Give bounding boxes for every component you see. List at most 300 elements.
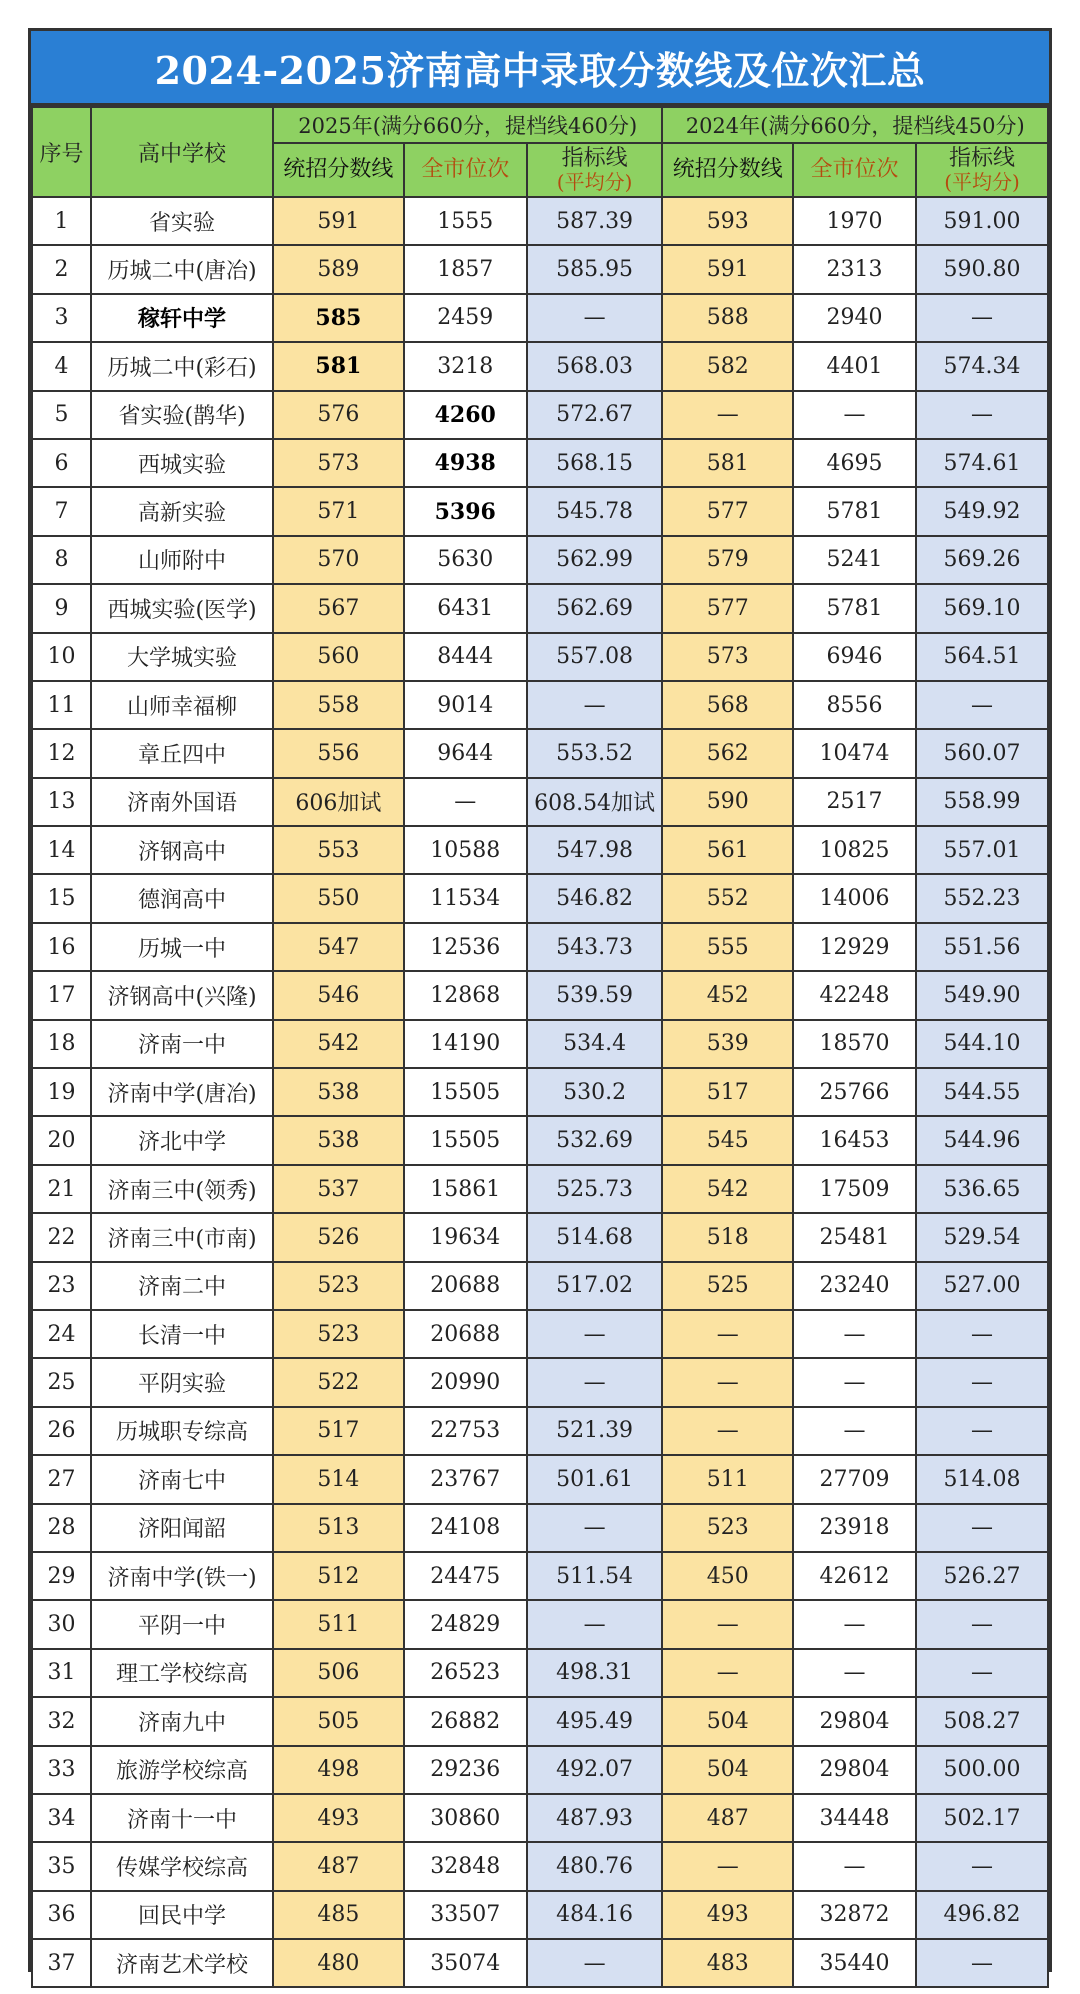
row-line-2024: 544.10 — [916, 1020, 1048, 1068]
row-seq: 12 — [32, 729, 91, 777]
row-rank-2025: 29236 — [404, 1746, 527, 1794]
row-rank-2025: 15505 — [404, 1068, 527, 1116]
row-line-2024: 590.80 — [916, 245, 1048, 293]
row-rank-2025: 32848 — [404, 1842, 527, 1890]
row-rank-2024: 2940 — [793, 294, 916, 342]
row-rank-2024: 32872 — [793, 1891, 916, 1939]
row-rank-2024: 4695 — [793, 439, 916, 487]
row-score-2025: 537 — [273, 1165, 404, 1213]
header-school: 高中学校 — [91, 107, 273, 197]
row-score-2025: 542 — [273, 1020, 404, 1068]
row-school: 回民中学 — [91, 1891, 273, 1939]
table-row — [32, 971, 1048, 1019]
row-rank-2025: 24475 — [404, 1552, 527, 1600]
row-school: 济南中学(唐冶) — [91, 1068, 273, 1116]
row-rank-2024: 42248 — [793, 971, 916, 1019]
row-school: 德润高中 — [91, 874, 273, 922]
row-rank-2024: 14006 — [793, 874, 916, 922]
row-score-2024: — — [662, 1407, 793, 1455]
table-row — [32, 1504, 1048, 1552]
row-seq: 8 — [32, 536, 91, 584]
row-line-2024: — — [916, 1600, 1048, 1648]
table-row — [32, 1842, 1048, 1890]
row-rank-2025: 5396 — [404, 487, 527, 535]
row-score-2024: 450 — [662, 1552, 793, 1600]
table-row — [32, 342, 1048, 390]
row-rank-2025: 12536 — [404, 923, 527, 971]
row-score-2024: — — [662, 1649, 793, 1697]
row-score-2024: 545 — [662, 1116, 793, 1164]
row-seq: 7 — [32, 487, 91, 535]
row-line-2025: 585.95 — [527, 245, 663, 293]
row-score-2024: 568 — [662, 681, 793, 729]
row-rank-2024: — — [793, 1649, 916, 1697]
row-seq: 27 — [32, 1455, 91, 1503]
row-rank-2025: 9644 — [404, 729, 527, 777]
row-score-2025: 523 — [273, 1310, 404, 1358]
table-row — [32, 1116, 1048, 1164]
row-seq: 18 — [32, 1020, 91, 1068]
row-score-2025: 526 — [273, 1213, 404, 1261]
row-line-2025: 557.08 — [527, 633, 663, 681]
row-score-2025: 538 — [273, 1068, 404, 1116]
row-line-2025: — — [527, 1939, 663, 1987]
table-row — [32, 1891, 1048, 1939]
row-line-2025: 572.67 — [527, 391, 663, 439]
row-school: 济南三中(市南) — [91, 1213, 273, 1261]
row-seq: 25 — [32, 1358, 91, 1406]
row-score-2025: 538 — [273, 1116, 404, 1164]
row-line-2025: — — [527, 681, 663, 729]
row-rank-2025: 1857 — [404, 245, 527, 293]
row-line-2025: 514.68 — [527, 1213, 663, 1261]
header-line-2024 — [916, 143, 1048, 197]
score-table — [31, 106, 1049, 1988]
row-rank-2025: 35074 — [404, 1939, 527, 1987]
row-score-2025: 550 — [273, 874, 404, 922]
header-year-2025: 2025年(满分660分，提档线460分) — [273, 107, 662, 143]
row-score-2025: 573 — [273, 439, 404, 487]
row-line-2025: 543.73 — [527, 923, 663, 971]
row-score-2024: 593 — [662, 197, 793, 245]
row-line-2024: 544.96 — [916, 1116, 1048, 1164]
row-seq: 36 — [32, 1891, 91, 1939]
row-line-2024: 514.08 — [916, 1455, 1048, 1503]
row-school: 济南外国语 — [91, 778, 273, 826]
table-row — [32, 874, 1048, 922]
row-rank-2024: — — [793, 1310, 916, 1358]
row-line-2025: 487.93 — [527, 1794, 663, 1842]
row-line-2025: 498.31 — [527, 1649, 663, 1697]
row-score-2025: 493 — [273, 1794, 404, 1842]
row-school: 历城二中(唐冶) — [91, 245, 273, 293]
table-row — [32, 778, 1048, 826]
row-rank-2024: 23240 — [793, 1262, 916, 1310]
header-line-sub: (平均分) — [556, 170, 633, 195]
table-row — [32, 1939, 1048, 1987]
table-row — [32, 487, 1048, 535]
row-line-2025: 568.03 — [527, 342, 663, 390]
row-line-2025: 553.52 — [527, 729, 663, 777]
row-line-2025: — — [527, 1600, 663, 1648]
row-score-2024: — — [662, 391, 793, 439]
row-school: 省实验 — [91, 197, 273, 245]
row-rank-2025: 4260 — [404, 391, 527, 439]
row-score-2025: 571 — [273, 487, 404, 535]
header-year-2024: 2024年(满分660分，提档线450分) — [662, 107, 1048, 143]
row-line-2025: 539.59 — [527, 971, 663, 1019]
row-line-2024: — — [916, 294, 1048, 342]
row-score-2025: 512 — [273, 1552, 404, 1600]
row-line-2025: 530.2 — [527, 1068, 663, 1116]
row-rank-2024: — — [793, 1358, 916, 1406]
row-school: 历城职专综高 — [91, 1407, 273, 1455]
row-score-2024: 577 — [662, 584, 793, 632]
row-rank-2025: 24108 — [404, 1504, 527, 1552]
row-score-2025: 522 — [273, 1358, 404, 1406]
row-line-2024: 544.55 — [916, 1068, 1048, 1116]
row-line-2024: — — [916, 1842, 1048, 1890]
row-line-2025: — — [527, 294, 663, 342]
row-score-2025: 570 — [273, 536, 404, 584]
header-score-2025: 统招分数线 — [273, 143, 404, 197]
row-line-2025: — — [527, 1310, 663, 1358]
row-rank-2025: 15861 — [404, 1165, 527, 1213]
row-school: 济南十一中 — [91, 1794, 273, 1842]
row-score-2024: 504 — [662, 1697, 793, 1745]
row-line-2024: — — [916, 1939, 1048, 1987]
row-seq: 15 — [32, 874, 91, 922]
row-seq: 34 — [32, 1794, 91, 1842]
row-rank-2025: 4938 — [404, 439, 527, 487]
row-school: 传媒学校综高 — [91, 1842, 273, 1890]
row-score-2025: 576 — [273, 391, 404, 439]
row-line-2024: 569.26 — [916, 536, 1048, 584]
row-seq: 22 — [32, 1213, 91, 1261]
row-line-2024: 574.61 — [916, 439, 1048, 487]
row-line-2024: — — [916, 1407, 1048, 1455]
row-rank-2025: 26882 — [404, 1697, 527, 1745]
row-rank-2024: 25766 — [793, 1068, 916, 1116]
table-row — [32, 633, 1048, 681]
row-score-2024: 517 — [662, 1068, 793, 1116]
row-school: 章丘四中 — [91, 729, 273, 777]
table-row — [32, 1697, 1048, 1745]
row-seq: 19 — [32, 1068, 91, 1116]
row-school: 济南一中 — [91, 1020, 273, 1068]
row-rank-2025: 14190 — [404, 1020, 527, 1068]
row-score-2025: 547 — [273, 923, 404, 971]
row-seq: 16 — [32, 923, 91, 971]
row-rank-2025: 2459 — [404, 294, 527, 342]
table-row — [32, 681, 1048, 729]
table-row — [32, 1407, 1048, 1455]
row-score-2024: 577 — [662, 487, 793, 535]
row-line-2024: — — [916, 1504, 1048, 1552]
row-line-2024: 526.27 — [916, 1552, 1048, 1600]
row-score-2024: — — [662, 1842, 793, 1890]
row-line-2024: 569.10 — [916, 584, 1048, 632]
row-score-2024: 552 — [662, 874, 793, 922]
row-seq: 30 — [32, 1600, 91, 1648]
row-rank-2024: 10474 — [793, 729, 916, 777]
row-line-2024: 536.65 — [916, 1165, 1048, 1213]
row-score-2025: 506 — [273, 1649, 404, 1697]
row-rank-2024: 29804 — [793, 1697, 916, 1745]
row-rank-2024: — — [793, 1600, 916, 1648]
table-row — [32, 1600, 1048, 1648]
row-seq: 29 — [32, 1552, 91, 1600]
row-score-2025: 556 — [273, 729, 404, 777]
header-line-main: 指标线 — [949, 145, 1016, 171]
row-score-2024: — — [662, 1358, 793, 1406]
row-score-2024: 487 — [662, 1794, 793, 1842]
row-line-2024: 529.54 — [916, 1213, 1048, 1261]
row-line-2025: 501.61 — [527, 1455, 663, 1503]
row-line-2025: 521.39 — [527, 1407, 663, 1455]
row-line-2024: 552.23 — [916, 874, 1048, 922]
row-school: 济南三中(领秀) — [91, 1165, 273, 1213]
table-body — [32, 197, 1048, 1987]
row-score-2024: 591 — [662, 245, 793, 293]
row-rank-2025: 26523 — [404, 1649, 527, 1697]
header-line-main: 指标线 — [561, 145, 628, 171]
row-seq: 9 — [32, 584, 91, 632]
row-rank-2024: 4401 — [793, 342, 916, 390]
row-line-2025: 587.39 — [527, 197, 663, 245]
row-line-2025: 545.78 — [527, 487, 663, 535]
row-seq: 24 — [32, 1310, 91, 1358]
row-rank-2024: 17509 — [793, 1165, 916, 1213]
row-score-2025: 553 — [273, 826, 404, 874]
row-rank-2025: 24829 — [404, 1600, 527, 1648]
row-score-2024: 518 — [662, 1213, 793, 1261]
row-school: 济钢高中(兴隆) — [91, 971, 273, 1019]
row-school: 西城实验 — [91, 439, 273, 487]
row-school: 济钢高中 — [91, 826, 273, 874]
row-score-2024: 562 — [662, 729, 793, 777]
row-school: 理工学校综高 — [91, 1649, 273, 1697]
table-row — [32, 391, 1048, 439]
page-title: 2024-2025济南高中录取分数线及位次汇总 — [31, 31, 1049, 106]
header-rank-2025: 全市位次 — [404, 143, 527, 197]
table-row — [32, 1165, 1048, 1213]
table-row — [32, 1552, 1048, 1600]
row-score-2024: 539 — [662, 1020, 793, 1068]
row-seq: 6 — [32, 439, 91, 487]
row-rank-2025: 6431 — [404, 584, 527, 632]
row-rank-2024: 12929 — [793, 923, 916, 971]
row-school: 济南中学(铁一) — [91, 1552, 273, 1600]
row-score-2025: 560 — [273, 633, 404, 681]
row-school: 山师幸福柳 — [91, 681, 273, 729]
table-row — [32, 1068, 1048, 1116]
table-row — [32, 1746, 1048, 1794]
row-rank-2025: 30860 — [404, 1794, 527, 1842]
row-rank-2024: 2517 — [793, 778, 916, 826]
row-score-2024: 542 — [662, 1165, 793, 1213]
row-line-2024: — — [916, 1310, 1048, 1358]
row-line-2025: 608.54加试 — [527, 778, 663, 826]
row-score-2025: 567 — [273, 584, 404, 632]
row-score-2024: 511 — [662, 1455, 793, 1503]
row-school: 大学城实验 — [91, 633, 273, 681]
row-line-2025: 568.15 — [527, 439, 663, 487]
row-school: 济北中学 — [91, 1116, 273, 1164]
row-seq: 31 — [32, 1649, 91, 1697]
row-rank-2024: — — [793, 1842, 916, 1890]
row-seq: 23 — [32, 1262, 91, 1310]
row-rank-2025: 11534 — [404, 874, 527, 922]
table-row — [32, 1262, 1048, 1310]
row-score-2025: 589 — [273, 245, 404, 293]
row-rank-2025: 20688 — [404, 1310, 527, 1358]
row-seq: 4 — [32, 342, 91, 390]
table-row — [32, 1649, 1048, 1697]
row-line-2025: 547.98 — [527, 826, 663, 874]
row-line-2025: 562.99 — [527, 536, 663, 584]
header-seq: 序号 — [32, 107, 91, 197]
table-row — [32, 1455, 1048, 1503]
row-school: 历城一中 — [91, 923, 273, 971]
row-rank-2025: 8444 — [404, 633, 527, 681]
table-row — [32, 923, 1048, 971]
row-line-2024: 508.27 — [916, 1697, 1048, 1745]
row-rank-2025: — — [404, 778, 527, 826]
row-rank-2025: 20990 — [404, 1358, 527, 1406]
table-row — [32, 1310, 1048, 1358]
row-score-2024: 452 — [662, 971, 793, 1019]
row-rank-2024: 5781 — [793, 487, 916, 535]
row-line-2024: 549.92 — [916, 487, 1048, 535]
row-line-2024: 591.00 — [916, 197, 1048, 245]
row-score-2024: 523 — [662, 1504, 793, 1552]
row-rank-2024: 6946 — [793, 633, 916, 681]
row-rank-2025: 33507 — [404, 1891, 527, 1939]
row-school: 西城实验(医学) — [91, 584, 273, 632]
row-score-2024: 525 — [662, 1262, 793, 1310]
row-school: 济南艺术学校 — [91, 1939, 273, 1987]
row-seq: 35 — [32, 1842, 91, 1890]
table-row — [32, 536, 1048, 584]
table-row — [32, 1358, 1048, 1406]
row-school: 济阳闻韶 — [91, 1504, 273, 1552]
row-seq: 5 — [32, 391, 91, 439]
row-line-2025: 480.76 — [527, 1842, 663, 1890]
row-score-2024: 483 — [662, 1939, 793, 1987]
row-line-2025: — — [527, 1358, 663, 1406]
row-rank-2025: 1555 — [404, 197, 527, 245]
header-line-sub: (平均分) — [944, 170, 1020, 195]
row-rank-2025: 20688 — [404, 1262, 527, 1310]
table-row — [32, 1020, 1048, 1068]
row-score-2025: 581 — [273, 342, 404, 390]
row-line-2025: 517.02 — [527, 1262, 663, 1310]
row-line-2024: 527.00 — [916, 1262, 1048, 1310]
row-rank-2024: 27709 — [793, 1455, 916, 1503]
row-score-2025: 513 — [273, 1504, 404, 1552]
row-score-2024: 590 — [662, 778, 793, 826]
row-rank-2024: — — [793, 1407, 916, 1455]
row-rank-2025: 23767 — [404, 1455, 527, 1503]
row-line-2024: 574.34 — [916, 342, 1048, 390]
row-rank-2024: 34448 — [793, 1794, 916, 1842]
row-score-2024: 581 — [662, 439, 793, 487]
row-score-2025: 585 — [273, 294, 404, 342]
row-school: 山师附中 — [91, 536, 273, 584]
row-seq: 32 — [32, 1697, 91, 1745]
row-score-2024: 588 — [662, 294, 793, 342]
row-rank-2025: 12868 — [404, 971, 527, 1019]
row-line-2025: 495.49 — [527, 1697, 663, 1745]
row-line-2024: 496.82 — [916, 1891, 1048, 1939]
row-score-2025: 546 — [273, 971, 404, 1019]
row-score-2024: 561 — [662, 826, 793, 874]
row-seq: 28 — [32, 1504, 91, 1552]
row-rank-2024: 23918 — [793, 1504, 916, 1552]
row-school: 高新实验 — [91, 487, 273, 535]
row-score-2024: 579 — [662, 536, 793, 584]
row-seq: 1 — [32, 197, 91, 245]
row-score-2025: 511 — [273, 1600, 404, 1648]
row-seq: 3 — [32, 294, 91, 342]
row-score-2025: 498 — [273, 1746, 404, 1794]
row-school: 省实验(鹊华) — [91, 391, 273, 439]
row-school: 济南二中 — [91, 1262, 273, 1310]
row-rank-2025: 5630 — [404, 536, 527, 584]
row-rank-2024: 29804 — [793, 1746, 916, 1794]
row-line-2024: 551.56 — [916, 923, 1048, 971]
row-school: 历城二中(彩石) — [91, 342, 273, 390]
row-score-2025: 558 — [273, 681, 404, 729]
header-rank-2024: 全市位次 — [793, 143, 916, 197]
row-score-2025: 485 — [273, 1891, 404, 1939]
row-rank-2025: 22753 — [404, 1407, 527, 1455]
row-school: 济南九中 — [91, 1697, 273, 1745]
row-score-2024: 555 — [662, 923, 793, 971]
row-score-2025: 523 — [273, 1262, 404, 1310]
row-line-2025: 532.69 — [527, 1116, 663, 1164]
row-school: 平阴一中 — [91, 1600, 273, 1648]
table-row — [32, 729, 1048, 777]
row-rank-2024: 35440 — [793, 1939, 916, 1987]
row-score-2024: — — [662, 1310, 793, 1358]
row-score-2024: — — [662, 1600, 793, 1648]
row-line-2024: 564.51 — [916, 633, 1048, 681]
row-seq: 14 — [32, 826, 91, 874]
row-rank-2025: 3218 — [404, 342, 527, 390]
row-line-2024: 549.90 — [916, 971, 1048, 1019]
row-line-2024: — — [916, 1649, 1048, 1697]
row-school: 稼轩中学 — [91, 294, 273, 342]
row-score-2025: 591 — [273, 197, 404, 245]
row-line-2025: 534.4 — [527, 1020, 663, 1068]
row-line-2025: 546.82 — [527, 874, 663, 922]
row-line-2024: — — [916, 1358, 1048, 1406]
row-seq: 2 — [32, 245, 91, 293]
row-seq: 17 — [32, 971, 91, 1019]
row-score-2024: 504 — [662, 1746, 793, 1794]
row-line-2024: — — [916, 391, 1048, 439]
row-rank-2024: 5781 — [793, 584, 916, 632]
table-header — [32, 107, 1048, 197]
row-rank-2024: 18570 — [793, 1020, 916, 1068]
row-rank-2024: 2313 — [793, 245, 916, 293]
row-rank-2024: 5241 — [793, 536, 916, 584]
row-score-2024: 493 — [662, 1891, 793, 1939]
row-seq: 26 — [32, 1407, 91, 1455]
row-school: 平阴实验 — [91, 1358, 273, 1406]
